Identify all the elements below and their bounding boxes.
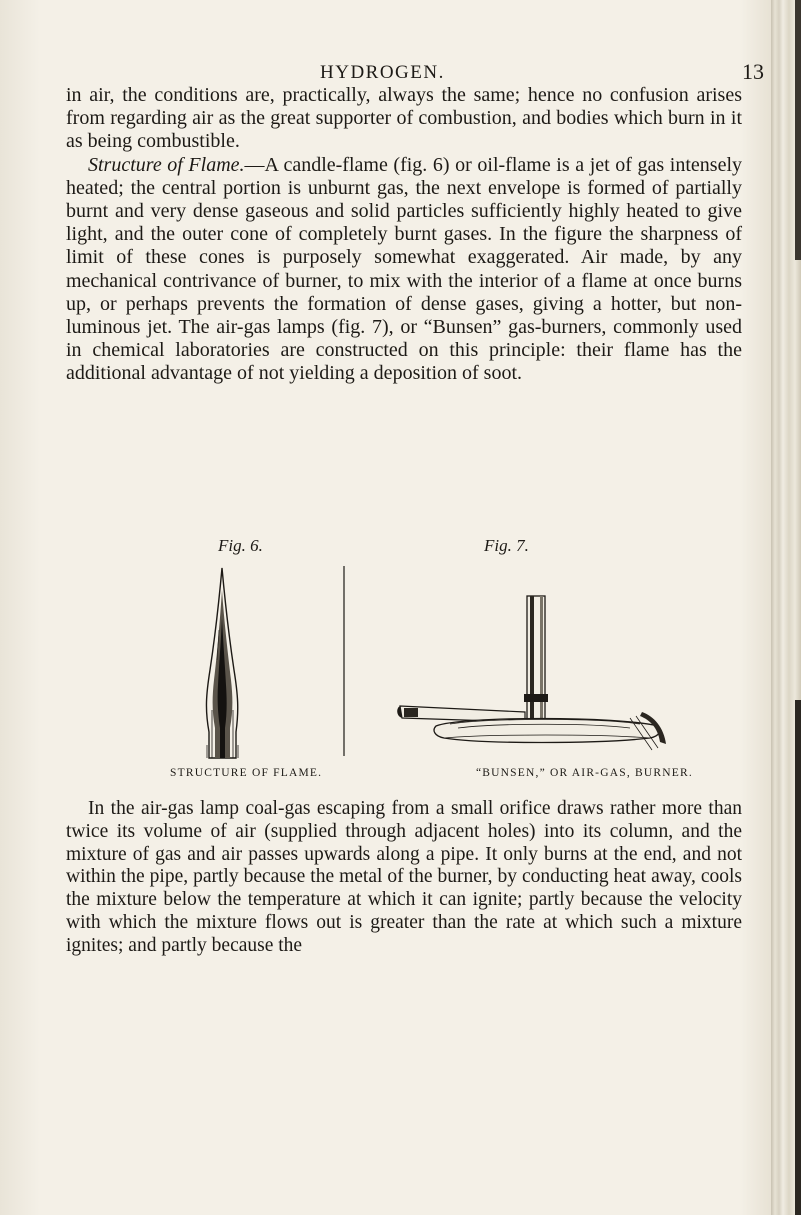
paragraph-text: —A candle-flame (fig. 6) or oil-flame is a jet of gas intensely heated; the central portion is unburnt gas, the next envelope is formed of partially burnt and very dense gaseous and solid particles sufficiently highly heated to give light, and the outer cone of completely burnt gases. In the figure the sharpness of limit of these cones is purposely somewhat exaggerated. Air made, by any mechanical contrivance of burner, to mix with the interior of a flame at once burns up, or perhaps prevents the formation of dense gases, giving a hotter, but non-luminous jet. The air-gas lamps (fig. 7), or “Bunsen” gas-burners, commonly used in chemical laboratories are constructed on this principle: their flame has the additional advantage of not yielding a deposition of soot. — [66, 153, 742, 385]
book-edge-shadow-top — [795, 0, 801, 260]
section-title: Structure of Flame. — [88, 153, 245, 176]
bunsen-burner-illustration — [340, 566, 680, 756]
upper-text — [66, 84, 742, 386]
fig7-caption: “BUNSEN,” OR AIR-GAS, BURNER. — [476, 767, 693, 779]
fig6-label: Fig. 6. — [218, 536, 263, 555]
fig7-label: Fig. 7. — [484, 536, 529, 555]
paragraph-continuation: in air, the conditions are, practically, always the same; hence no confusion arises from regarding air as the great supporter of combustion, and bodies which burn in it as being combustible. — [66, 84, 742, 153]
book-edge-shadow-bottom — [795, 700, 801, 1215]
page-number: 13 — [742, 59, 764, 84]
paragraph-structure-of-flame — [66, 154, 742, 386]
fig6-caption: STRUCTURE OF FLAME. — [170, 767, 323, 779]
lower-text — [66, 798, 742, 958]
candle-flame-illustration — [176, 560, 266, 760]
running-title: HYDROGEN. — [320, 62, 445, 83]
paragraph-air-gas-lamp: In the air-gas lamp coal-gas escaping from a small orifice draws rather more than twice its volume of air (supplied through adjacent holes) into its column, and the mixture of gas and air passes upwards along a pipe. It only burns at the end, and not within the pipe, partly because the metal of the burner, by conducting heat away, cools the mixture below the temperature at which it can ignite; partly because the velocity with which the mixture flows out is greater than the rate at which such a mixture ignites; and partly because the — [66, 798, 742, 956]
